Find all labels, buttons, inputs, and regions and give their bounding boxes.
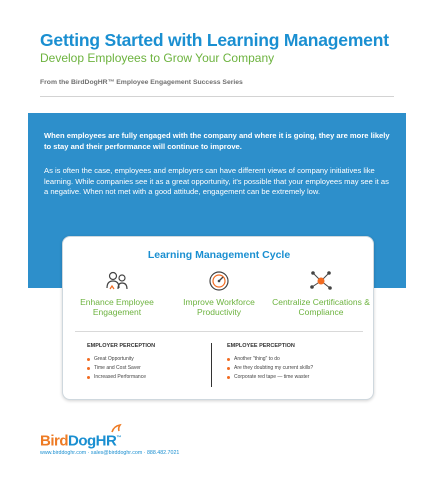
contact-info: www.birddoghr.com · sales@birddoghr.com · 888.482.7021	[40, 450, 180, 456]
perception-divider	[211, 343, 212, 387]
list-item: Corporate red tape — time waster	[227, 373, 357, 382]
cycle-item-label: Improve Workforce Productivity	[183, 297, 255, 317]
people-icon	[104, 269, 130, 293]
cycle-title: Learning Management Cycle	[147, 249, 291, 261]
learning-cycle-card	[62, 236, 374, 400]
employer-perception-heading: EMPLOYER PERCEPTION	[87, 343, 156, 349]
brand-trademark: ™	[116, 435, 121, 441]
cycle-item-compliance	[269, 269, 373, 317]
list-item: Increased Performance	[87, 373, 217, 382]
brand-hr: HR	[95, 432, 117, 450]
list-item: Another "thing" to do	[227, 355, 357, 364]
cycle-item-label: Centralize Certifications & Compliance	[272, 297, 370, 317]
document-header	[40, 30, 410, 65]
list-item: Time and Cost Saver	[87, 364, 217, 373]
document-title: Getting Started with Learning Management	[40, 30, 389, 50]
employer-perception	[87, 343, 217, 382]
series-label: From the BirdDogHR™ Employee Engagement Success Series	[40, 79, 243, 86]
header-divider	[40, 96, 394, 97]
gauge-icon	[206, 269, 232, 293]
list-item: Are they doubting my current skills?	[227, 364, 357, 373]
document-subtitle: Develop Employees to Grow Your Company	[40, 51, 275, 65]
cycle-item-productivity	[167, 269, 271, 317]
bird-logo-icon	[110, 423, 122, 435]
cycle-item-label: Enhance Employee Engagement	[80, 297, 154, 317]
brand-bird: Bird	[40, 432, 68, 450]
list-item: Great Opportunity	[87, 355, 217, 364]
employee-perception-heading: EMPLOYEE PERCEPTION	[227, 343, 295, 349]
cycle-item-engagement	[65, 269, 169, 317]
brand-logo	[40, 429, 121, 450]
intro-body: As is often the case, employees and employers can have different views of company initiatives like learning. While companies see it as a great opportunity, it's possible that your employees may see it as a negative. When not met with a good attitude, engagement can be extremely low.	[44, 166, 389, 196]
network-icon	[308, 269, 334, 293]
brand-dog: Dog	[68, 432, 96, 450]
card-divider	[75, 331, 363, 332]
intro-lead: When employees are fully engaged with the company and where it is going, they are more likely to stay and their performance will continue to improve.	[44, 131, 390, 151]
employee-perception	[227, 343, 357, 382]
